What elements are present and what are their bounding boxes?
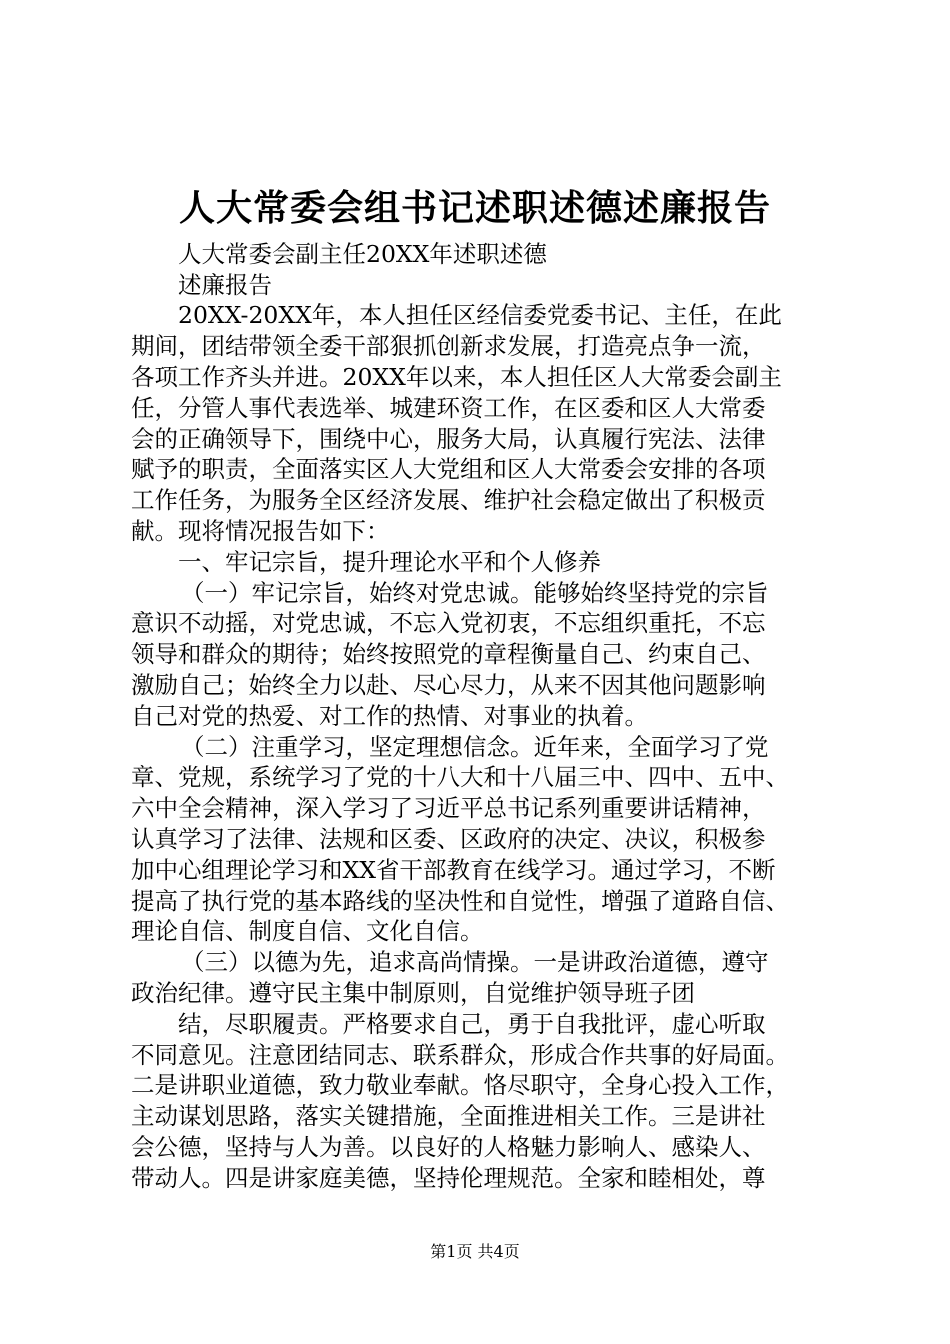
body-line: 二是讲职业道德，致力敬业奉献。恪尽职守，全身心投入工作， <box>131 1071 789 1100</box>
body-line: 任，分管人事代表选举、城建环资工作，在区委和区人大常委 <box>131 393 766 422</box>
document-title: 人大常委会组书记述职述德述廉报告 <box>178 187 771 229</box>
body-line: 结，尽职履责。严格要求自己，勇于自我批评，虚心听取 <box>178 1009 766 1038</box>
body-line: 主动谋划思路，落实关键措施，全面推进相关工作。三是讲社 <box>131 1102 766 1131</box>
body-line: 意识不动摇，对党忠诚，不忘入党初衷，不忘组织重托，不忘 <box>131 609 766 638</box>
body-line: 会公德，坚持与人为善。以良好的人格魅力影响人、感染人、 <box>131 1132 766 1161</box>
body-line: 自己对党的热爱、对工作的热情、对事业的执着。 <box>131 701 648 730</box>
document-body <box>131 208 851 1194</box>
body-line <box>131 208 851 239</box>
page-footer: 第1页 共4页 <box>430 1242 520 1261</box>
body-line: 会的正确领导下，围绕中心，服务大局，认真履行宪法、法律 <box>131 424 766 453</box>
body-line: 带动人。四是讲家庭美德，坚持伦理规范。全家和睦相处，尊 <box>131 1163 766 1192</box>
body-line: 政治纪律。遵守民主集中制原则，自觉维护领导班子团 <box>131 978 695 1007</box>
body-line: 工作任务，为服务全区经济发展、维护社会稳定做出了积极贡 <box>131 486 766 515</box>
body-line: 20XX-20XX年，本人担任区经信委党委书记、主任，在此 <box>178 301 782 330</box>
body-line: （三）以德为先，追求高尚情操。一是讲政治道德，遵守 <box>181 948 769 977</box>
body-line: 提高了执行党的基本路线的坚决性和自觉性，增强了道路自信、 <box>131 886 789 915</box>
body-line: 期间，团结带领全委干部狠抓创新求发展，打造亮点争一流， <box>131 332 766 361</box>
body-line: （一）牢记宗旨，始终对党忠诚。能够始终坚持党的宗旨 <box>181 578 769 607</box>
body-line: 献。现将情况报告如下： <box>131 516 390 545</box>
body-line: 领导和群众的期待；始终按照党的章程衡量自己、约束自己、 <box>131 640 766 669</box>
body-line: 理论自信、制度自信、文化自信。 <box>131 917 484 946</box>
body-line: 各项工作齐头并进。20XX年以来，本人担任区人大常委会副主 <box>131 362 782 391</box>
body-line: 述廉报告 <box>178 270 272 299</box>
body-line: 赋予的职责，全面落实区人大党组和区人大常委会安排的各项 <box>131 455 766 484</box>
body-line: 不同意见。注意团结同志、联系群众，形成合作共事的好局面。 <box>131 1040 789 1069</box>
body-line: 加中心组理论学习和XX省干部教育在线学习。通过学习，不断 <box>131 855 776 884</box>
body-line: 人大常委会副主任20XX年述职述德 <box>178 239 547 268</box>
body-line: 认真学习了法律、法规和区委、区政府的决定、决议，积极参 <box>131 824 766 853</box>
section-heading: 一、牢记宗旨，提升理论水平和个人修养 <box>178 547 601 576</box>
body-line: 章、党规，系统学习了党的十八大和十八届三中、四中、五中、 <box>131 763 789 792</box>
body-line: 六中全会精神，深入学习了习近平总书记系列重要讲话精神， <box>131 794 766 823</box>
body-line: 激励自己；始终全力以赴、尽心尽力，从来不因其他问题影响 <box>131 670 766 699</box>
body-line: （二）注重学习，坚定理想信念。近年来，全面学习了党 <box>181 732 769 761</box>
